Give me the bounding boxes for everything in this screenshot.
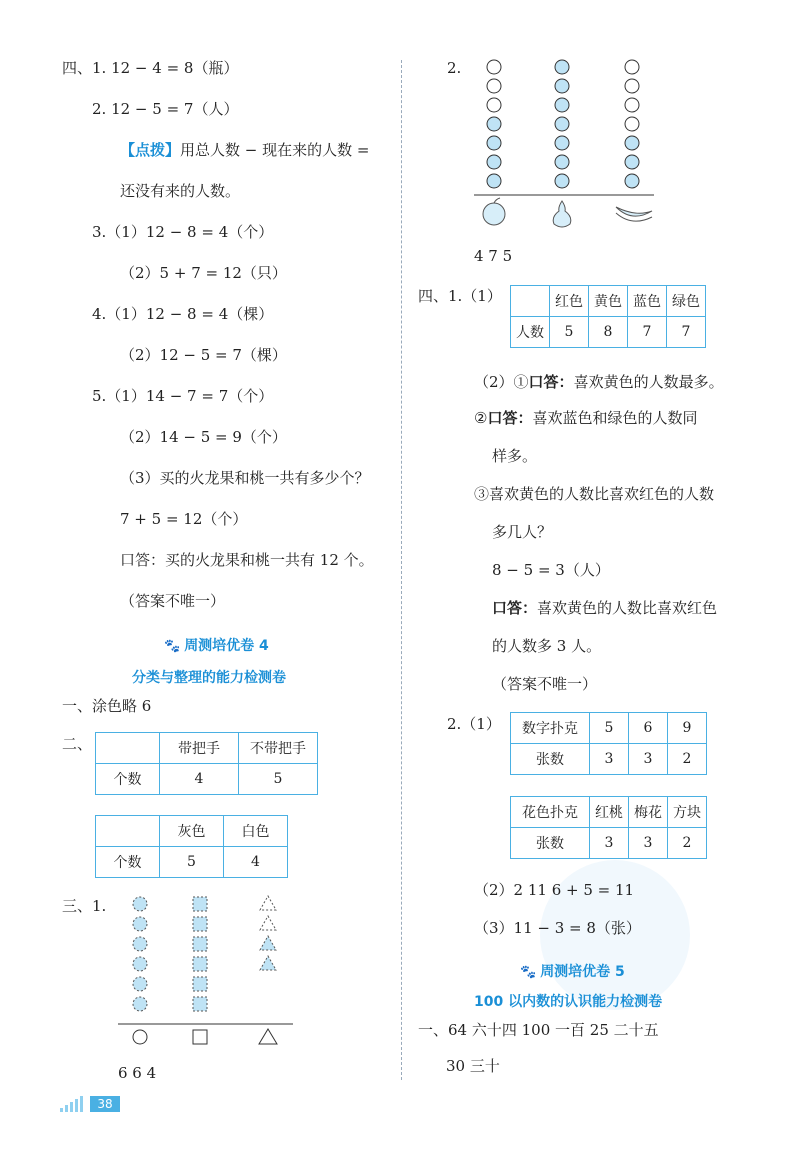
section-4-subtitle: 分类与整理的能力检测卷 [132, 670, 286, 686]
hint-text: 用总人数 − 现在来的人数 = [180, 141, 370, 159]
hint [120, 140, 369, 160]
pear-column [555, 60, 569, 188]
part-2-label: 二、 [62, 735, 93, 753]
table-favorite-color: 红色 黄色 蓝色 绿色 人数 5 8 7 7 [510, 285, 706, 348]
answer-4-1-2b-cont: 样多。 [492, 447, 538, 465]
answer-4-1: 四、1. 12 − 4 = 8（瓶） [62, 59, 239, 77]
answer-4-3-2: （2）5 + 7 = 12（只） [120, 264, 287, 282]
apple-icon [483, 198, 505, 225]
answer-4-5-3: （3）买的火龙果和桃一共有多少个？ [120, 469, 370, 487]
answer-4-1-3-oral-cont: 的人数多 3 人。 [492, 637, 602, 655]
answer-4-5-2: （2）14 − 5 = 9（个） [120, 428, 287, 446]
answer-note: （答案不唯一） [492, 675, 598, 693]
triangle-column [260, 896, 276, 970]
table-number-cards: 数字扑克 5 6 9 张数 3 3 2 [510, 712, 707, 775]
fruit-counts: 4 7 5 [474, 247, 513, 265]
circle-column [133, 897, 147, 1011]
part-3-label: 三、1. [62, 897, 107, 915]
part-1-answer: 一、涂色略 6 [62, 697, 152, 715]
column-divider [401, 60, 402, 1080]
table-color: 灰色 白色 个数 5 4 [95, 815, 288, 878]
circle-icon [133, 1030, 147, 1044]
answer-4-4-2: （2）12 − 5 = 7（棵） [120, 346, 287, 364]
section-5-subtitle: 100 以内数的认识能力检测卷 [474, 994, 663, 1010]
answer-4-5-1: 5.（1）14 − 7 = 7（个） [92, 387, 274, 405]
answer-4-4-1: 4.（1）12 − 8 = 4（棵） [92, 305, 274, 323]
answer-4-1-2: （2）①口答：喜欢黄色的人数最多。 [474, 373, 724, 391]
table-handle: 带把手 不带把手 个数 4 5 [95, 732, 318, 795]
paw-icon: 🐾 [164, 639, 181, 654]
fruit-pictograph [474, 55, 659, 230]
answer-4-1-3-equation: 8 − 5 = 3（人） [492, 561, 610, 579]
apple-column [487, 60, 501, 188]
page-bars-icon [60, 1096, 90, 1112]
answer-4-1-3-oral: 口答：喜欢黄色的人数比喜欢红色 [492, 599, 718, 617]
answer-part4-1-1-label: 四、1.（1） [418, 287, 502, 305]
page-number: 38 [90, 1096, 120, 1112]
answer-4-1-3: ③喜欢黄色的人数比喜欢红色的人数 [474, 485, 715, 503]
table-suit-cards: 花色扑克 红桃 梅花 方块 张数 3 3 2 [510, 796, 707, 859]
banana-column [625, 60, 639, 188]
answer-3-2-label: 2. [447, 59, 462, 77]
section-5-answer-1: 一、64 六十四 100 一百 25 二十五 [418, 1021, 659, 1039]
answer-4-1-2b: ②口答：喜欢蓝色和绿色的人数同 [474, 409, 698, 427]
answer-4-2-3: （3）11 − 3 = 8（张） [474, 919, 641, 937]
hint-text-2: 还没有来的人数。 [120, 182, 241, 200]
hint-tag: 【点拨】 [120, 141, 181, 159]
answer-4-3-1: 3.（1）12 − 8 = 4（个） [92, 223, 274, 241]
banana-icon [616, 207, 652, 221]
answer-4-5-3-note: （答案不唯一） [120, 592, 226, 610]
shape-counts: 6 6 4 [118, 1064, 157, 1082]
answer-4-2: 2. 12 − 5 = 7（人） [92, 100, 239, 118]
pear-icon [553, 201, 571, 227]
triangle-icon [259, 1029, 277, 1044]
answer-4-2-2: （2）2 11 6 + 5 = 11 [474, 881, 635, 899]
answer-4-5-3-equation: 7 + 5 = 12（个） [120, 510, 248, 528]
square-icon [193, 1030, 207, 1044]
paw-icon: 🐾 [520, 965, 537, 980]
section-5-answer-1-cont: 30 三十 [446, 1057, 500, 1075]
shape-pictograph [118, 892, 298, 1052]
section-4-title: 🐾 周测培优卷 4 [164, 636, 269, 657]
answer-4-1-3-cont: 多几人？ [492, 523, 553, 541]
square-column [193, 897, 207, 1011]
answer-4-5-3-oral: 口答：买的火龙果和桃一共有 12 个。 [120, 551, 374, 569]
answer-4-2-1-label: 2.（1） [447, 715, 501, 733]
section-5-title: 🐾 周测培优卷 5 [520, 962, 625, 983]
